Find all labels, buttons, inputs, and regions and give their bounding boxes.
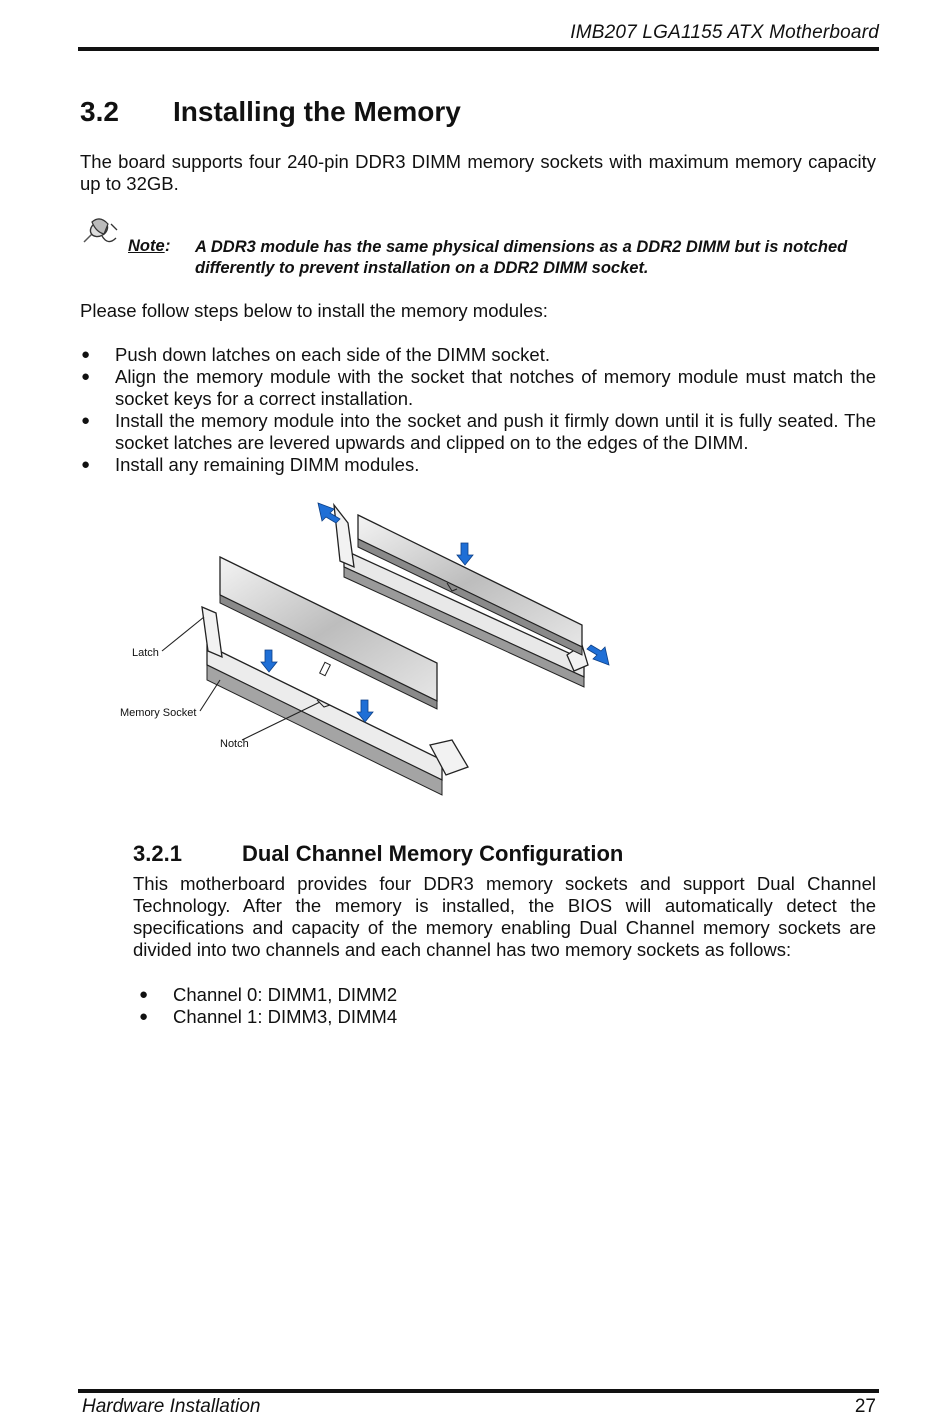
down-arrow-icon <box>261 650 277 672</box>
channel-list <box>138 984 838 1028</box>
subsection-title <box>133 841 623 867</box>
figure-label-notch: Notch <box>220 738 249 750</box>
list-item: ● Install the memory module into the socket and push it firmly down until it is fully seated. The socket latches are levered upwards and clipped on to the edges of the DIMM. <box>81 410 876 453</box>
subsection-number: 3.2.1 <box>133 841 182 866</box>
note-pushpin-icon <box>78 216 120 252</box>
note-colon: : <box>165 237 171 255</box>
list-item: ● Channel 1: DIMM3, DIMM4 <box>139 1006 398 1027</box>
intro-paragraph: The board supports four 240-pin DDR3 DIMM memory sockets with maximum memory capacity up to 32GB. <box>80 151 876 194</box>
header-rule <box>78 47 879 51</box>
figure-label-memory-socket: Memory Socket <box>120 707 197 719</box>
bullet-icon: ● <box>139 986 149 1003</box>
page-number: 27 <box>854 1396 876 1417</box>
footer-rule <box>78 1389 879 1393</box>
note-label: Note <box>128 237 165 255</box>
installation-steps <box>80 344 876 476</box>
footer-section-name: Hardware Installation <box>82 1396 261 1417</box>
bullet-icon: ● <box>81 368 91 385</box>
list-item: ● Push down latches on each side of the DIMM socket. <box>81 344 550 365</box>
bullet-icon: ● <box>81 412 91 429</box>
list-item: ● Channel 0: DIMM1, DIMM2 <box>139 984 398 1005</box>
down-arrow-icon <box>357 700 373 722</box>
figure-label-latch: Latch <box>132 647 159 659</box>
list-item: ● Align the memory module with the socket that notches of memory module must match the socket keys for a correct installation. <box>81 366 876 409</box>
steps-intro: Please follow steps below to install the memory modules: <box>80 300 548 321</box>
latch-arrow-icon <box>587 645 609 665</box>
list-item: ● Install any remaining DIMM modules. <box>81 454 420 475</box>
note-text: A DDR3 module has the same physical dimensions as a DDR2 DIMM but is notched differently to prevent installation on a DDR2 DIMM socket. <box>195 238 848 277</box>
section-title <box>80 96 461 128</box>
bullet-icon: ● <box>81 456 91 473</box>
subsection-heading: Dual Channel Memory Configuration <box>242 841 624 866</box>
running-header: IMB207 LGA1155 ATX Motherboard <box>570 22 879 43</box>
down-arrow-icon <box>457 543 473 565</box>
section-number: 3.2 <box>80 96 119 127</box>
section-heading: Installing the Memory <box>173 96 461 127</box>
bullet-icon: ● <box>81 346 91 363</box>
dual-channel-paragraph: This motherboard provides four DDR3 memory sockets and support Dual Channel Technology. After the memory is installed, the BIOS will automatically detect the specifications and capacity of the memory enabling Dual Channel memory sockets are divided into two channels and each channel has two memory sockets as follows: <box>133 873 876 960</box>
bullet-icon: ● <box>139 1008 149 1025</box>
dimm-installation-figure <box>112 495 622 810</box>
